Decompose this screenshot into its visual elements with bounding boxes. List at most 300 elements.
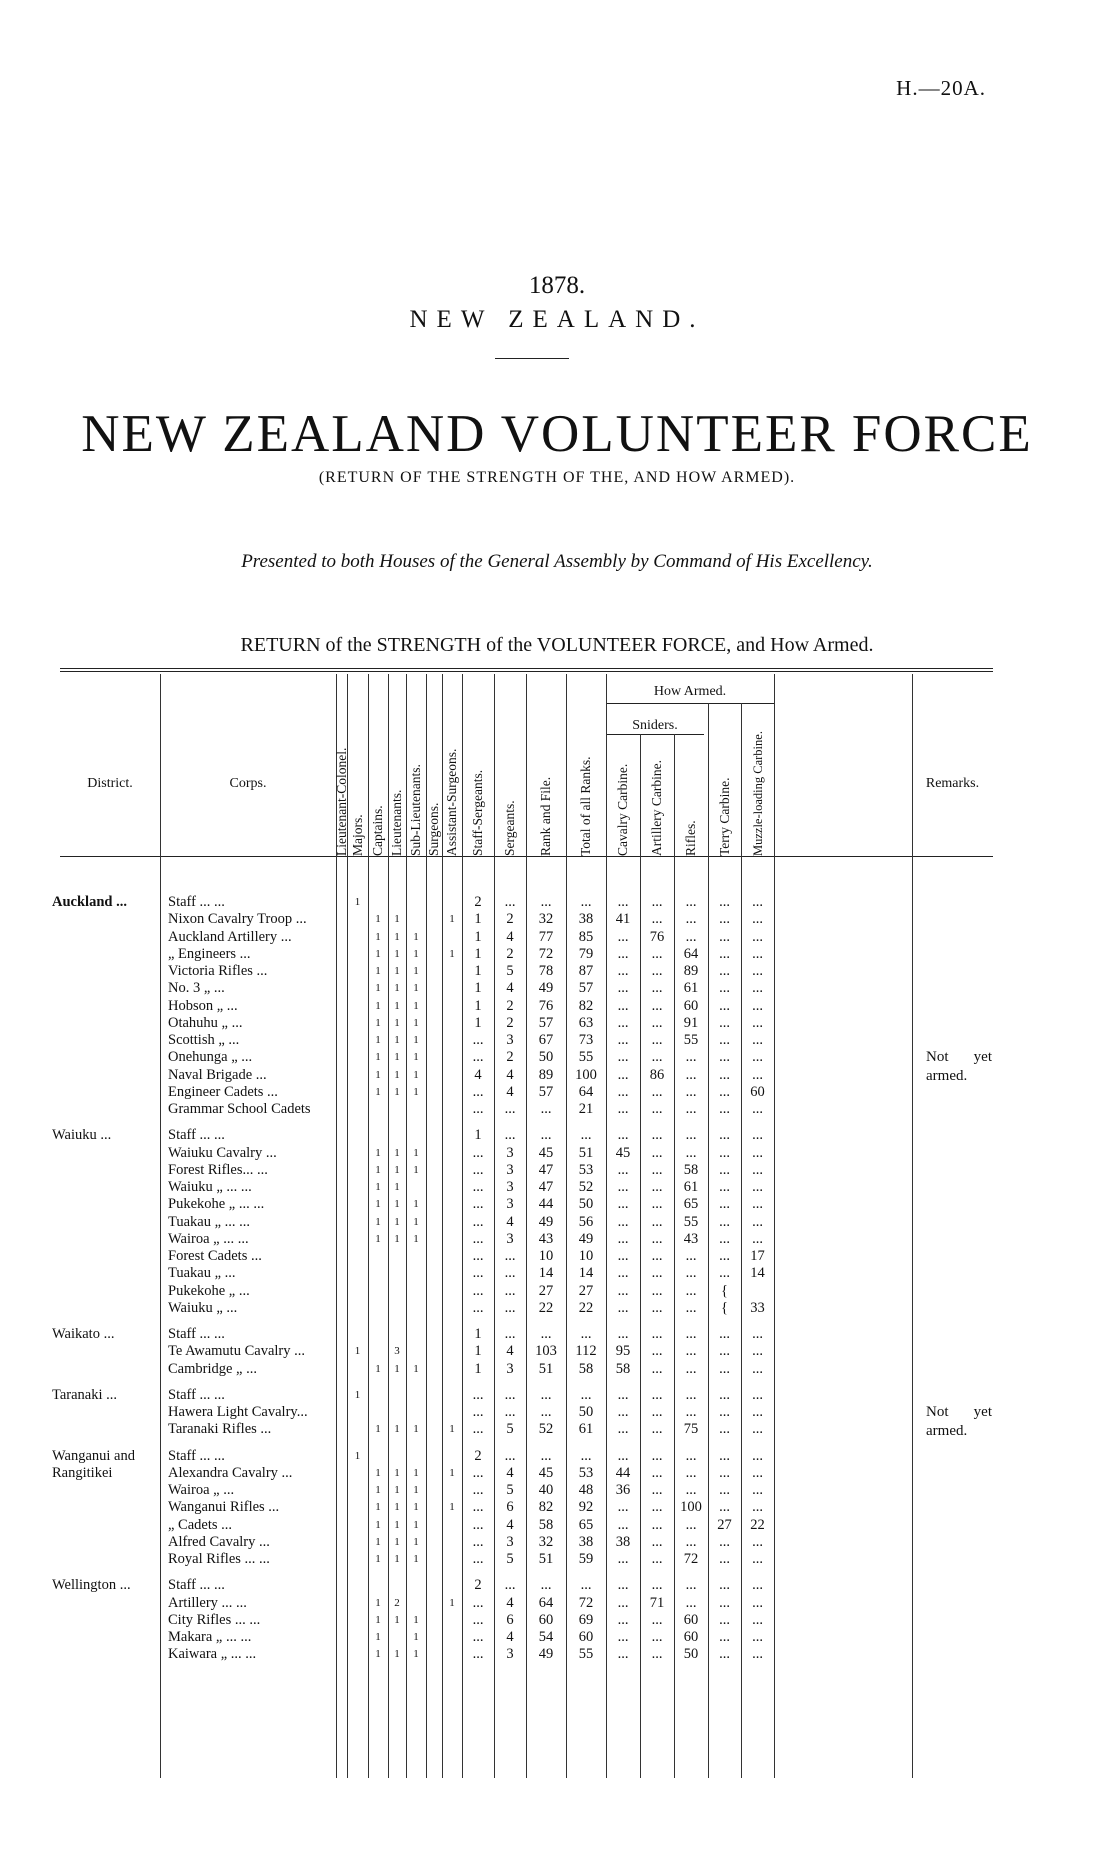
table-cell: 72 (683, 1551, 699, 1567)
table-cell: 60 (683, 1611, 699, 1628)
table-cell: ... (719, 1049, 730, 1066)
table-cell: 5 (506, 1482, 514, 1498)
table-cell: 1 (375, 1648, 381, 1661)
table-cell: ... (617, 1594, 629, 1611)
table-cell: 6 (506, 1499, 514, 1516)
table-cell: 1 (394, 1648, 400, 1661)
table-cell: ... (651, 1101, 663, 1117)
table-cell: ... (719, 1014, 730, 1031)
table-cell: 4 (506, 1213, 514, 1230)
table-cell: 75 (683, 1421, 699, 1438)
table-cell: ... (719, 1032, 730, 1048)
table-cell: 4 (506, 1629, 514, 1645)
table-cell: ... (504, 1248, 516, 1264)
table-cell: 1 (375, 1362, 381, 1375)
table-cell: ... (617, 1421, 629, 1438)
table-cell: 1 (375, 947, 381, 960)
table-cell: 1 (394, 1034, 400, 1046)
table-cell: ... (685, 1066, 697, 1083)
table-cell: 100 (575, 1066, 597, 1083)
table-cell: 1 (394, 1613, 400, 1626)
table-cell: 1 (413, 1501, 419, 1514)
table-cell: 87 (578, 963, 594, 979)
table-cell: ... (472, 1083, 484, 1100)
table-cell: ... (651, 1516, 663, 1533)
table-cell: 1 (413, 1163, 419, 1176)
table-cell: 2 (506, 1049, 514, 1066)
table-cell: ... (617, 1516, 629, 1533)
table-cell: ... (617, 1282, 629, 1299)
table-cell: ... (651, 1533, 663, 1550)
table-cell: ... (580, 1447, 592, 1464)
table-cell: 59 (578, 1551, 594, 1567)
table-cell: 51 (538, 1360, 554, 1377)
table-cell: ... (651, 1230, 663, 1247)
remarks-note: Not yet armed. (926, 1049, 992, 1085)
table-cell: ... (719, 1101, 730, 1117)
table-cell: ... (617, 1213, 629, 1230)
corps-cell: Staff ... ... (168, 1127, 225, 1144)
table-cell: 2 (474, 1447, 482, 1464)
table-cell: 1 (413, 1613, 419, 1626)
table-cell: ... (651, 1179, 663, 1195)
table-cell: 61 (683, 1179, 699, 1195)
table-cell: 5 (506, 963, 514, 979)
table-cell: 1 (413, 1535, 419, 1548)
table-cell: 1 (474, 963, 482, 979)
table-cell: 1 (375, 965, 381, 977)
table-cell: 53 (578, 1161, 594, 1178)
table-cell: 65 (578, 1516, 594, 1533)
table-cell: ... (472, 1049, 484, 1066)
table-cell: ... (685, 1282, 697, 1299)
table-cell: ... (719, 945, 730, 962)
corps-cell: Naval Brigade ... (168, 1066, 267, 1083)
table-cell: 58 (538, 1516, 554, 1533)
table-cell: ... (685, 1248, 697, 1264)
table-cell: 82 (578, 997, 594, 1014)
table-cell: 57 (578, 980, 594, 997)
table-cell: ... (752, 1343, 763, 1360)
table-cell: 92 (578, 1499, 594, 1516)
table-cell: 1 (394, 1501, 400, 1514)
table-cell: ... (617, 1404, 629, 1420)
table-cell: 45 (615, 1144, 631, 1161)
table-cell: ... (651, 963, 663, 979)
table-cell: ... (504, 1326, 516, 1342)
table-cell: 1 (413, 1034, 419, 1046)
table-cell: ... (472, 1179, 484, 1195)
corps-cell: Waiuku „ ... ... (168, 1179, 252, 1195)
table-cell: 4 (506, 1464, 514, 1481)
table-cell: 50 (578, 1404, 594, 1420)
table-cell: ... (752, 1014, 763, 1031)
table-cell: ... (540, 1127, 552, 1144)
table-cell: 1 (474, 1326, 482, 1342)
table-cell: 1 (413, 1648, 419, 1661)
column-header: Sergeants. (502, 800, 517, 856)
table-cell: ... (752, 1464, 763, 1481)
sniders-header: Sniders. (632, 718, 678, 733)
table-cell: 53 (578, 1464, 594, 1481)
corps-cell: Staff ... ... (168, 1326, 225, 1342)
table-cell: ... (651, 1611, 663, 1628)
table-cell: 1 (413, 1518, 419, 1531)
district-cell: Wanganui and (52, 1447, 135, 1464)
table-cell: 112 (575, 1343, 597, 1360)
table-cell: ... (752, 1482, 763, 1498)
table-cell: ... (472, 1101, 484, 1117)
table-cell: 1 (394, 1484, 400, 1496)
table-cell: ... (472, 1646, 484, 1663)
table-cell: 1 (474, 1127, 482, 1144)
corps-cell: Taranaki Rifles ... (168, 1421, 272, 1438)
table-cell: ... (685, 1127, 697, 1144)
column-header: Terry Carbine. (716, 777, 732, 856)
table-cell: ... (719, 911, 730, 928)
table-cell: ... (472, 1282, 484, 1299)
table-cell: ... (617, 1499, 629, 1516)
table-cell: 54 (538, 1629, 554, 1645)
table-cell: ... (504, 1386, 516, 1403)
table-cell: ... (472, 1629, 484, 1645)
table-cell: ... (752, 1179, 763, 1195)
column-header: Rank and File. (538, 776, 553, 856)
table-cell: 1 (474, 945, 482, 962)
table-cell: 103 (535, 1343, 557, 1360)
corps-cell: Staff ... ... (168, 1447, 225, 1464)
table-cell: 1 (413, 1198, 419, 1211)
table-cell: 14 (578, 1265, 594, 1282)
table-cell: 1 (449, 1596, 455, 1609)
table-cell: ... (752, 1101, 763, 1117)
table-cell: 1 (375, 1518, 381, 1531)
table-cell: 44 (615, 1464, 631, 1481)
table-cell: 2 (506, 997, 514, 1014)
column-header: Sub-Lieutenants. (408, 764, 423, 856)
table-cell: 1 (394, 1016, 400, 1029)
table-cell: ... (472, 1464, 484, 1481)
table-cell: ... (651, 1144, 663, 1161)
table-cell: 2 (474, 1577, 482, 1594)
table-cell: ... (752, 1594, 763, 1611)
how-armed-rule (606, 703, 774, 704)
table-cell: 64 (578, 1083, 594, 1100)
table-cell: ... (719, 1360, 730, 1377)
table-cell: ... (719, 1265, 730, 1282)
table-cell: ... (472, 1161, 484, 1178)
table-cell: ... (752, 1127, 763, 1144)
table-cell: ... (651, 894, 663, 910)
corps-cell: Alfred Cavalry ... (168, 1533, 270, 1550)
table-cell: 1 (394, 1553, 400, 1565)
table-cell: ... (752, 1404, 763, 1420)
table-cell: ... (752, 1144, 763, 1161)
table-cell: ... (617, 894, 629, 910)
table-cell: 10 (538, 1248, 554, 1264)
district-cell: Auckland ... (52, 894, 127, 910)
table-cell: ... (617, 1230, 629, 1247)
corps-cell: Victoria Rifles ... (168, 963, 268, 979)
table-cell: ... (617, 1551, 629, 1567)
table-cell: ... (540, 1447, 552, 1464)
corps-cell: Alexandra Cavalry ... (168, 1464, 293, 1481)
table-cell: ... (719, 1066, 730, 1083)
table-cell: 64 (538, 1594, 554, 1611)
table-cell: 89 (683, 963, 699, 979)
remarks-header: Remarks. (925, 776, 980, 791)
corps-cell: „ Cadets ... (168, 1516, 233, 1533)
table-cell: 38 (578, 911, 594, 928)
table-cell: 2 (506, 911, 514, 928)
table-cell: 1 (375, 1215, 381, 1228)
table-cell: ... (685, 1482, 697, 1498)
table-cell: 43 (683, 1230, 699, 1247)
table-cell: ... (752, 911, 763, 928)
table-cell: 1 (394, 1423, 400, 1436)
table-cell: 32 (538, 1533, 554, 1550)
table-cell: ... (719, 1629, 730, 1645)
table-cell: ... (617, 928, 629, 945)
table-cell: ... (719, 1594, 730, 1611)
table-cell: 69 (578, 1611, 594, 1628)
table-cell: 1 (413, 1085, 419, 1098)
table-cell: 49 (578, 1230, 594, 1247)
table-cell: 78 (538, 963, 554, 979)
table-cell: 63 (578, 1014, 594, 1031)
table-cell: 1 (394, 1051, 400, 1064)
table-cell: 65 (683, 1196, 699, 1213)
table-cell: 49 (538, 980, 554, 997)
table-cell: 58 (683, 1161, 699, 1178)
table-cell: ... (617, 1326, 629, 1342)
table-cell: 1 (413, 1068, 419, 1081)
table-cell: 1 (413, 1362, 419, 1375)
table-cell: ... (504, 1282, 516, 1299)
table-cell: ... (540, 1386, 552, 1403)
table-cell: { (721, 1299, 728, 1316)
table-cell: ... (719, 1196, 730, 1213)
table-cell: 1 (413, 982, 419, 995)
column-header: Majors. (349, 814, 365, 856)
table-cell: ... (752, 1551, 763, 1567)
district-cell: Taranaki ... (52, 1386, 118, 1403)
table-cell: ... (719, 1482, 730, 1498)
table-cell: ... (752, 1049, 763, 1066)
column-rule (774, 674, 775, 1778)
table-cell: ... (651, 1499, 663, 1516)
corps-cell: Tuakau „ ... (168, 1265, 236, 1282)
table-top-rule (60, 668, 993, 669)
table-cell: 51 (538, 1551, 554, 1567)
corps-cell: Forest Rifles... ... (168, 1161, 268, 1178)
table-cell: 55 (578, 1646, 594, 1663)
table-cell: 50 (683, 1646, 699, 1663)
table-cell: ... (685, 1049, 697, 1066)
table-cell: ... (617, 1101, 629, 1117)
column-rule (912, 674, 913, 1778)
table-cell: 1 (449, 1423, 455, 1436)
corps-cell: Kaiwara „ ... ... (168, 1646, 257, 1663)
table-cell: ... (617, 1127, 629, 1144)
column-header: Lieutenants. (389, 789, 404, 856)
table-cell: ... (752, 963, 763, 979)
column-header: Cavalry Carbine. (615, 763, 630, 856)
table-cell: ... (651, 1464, 663, 1481)
table-cell: ... (719, 1386, 730, 1403)
table-cell: 47 (538, 1179, 554, 1195)
table-cell: ... (651, 1213, 663, 1230)
table-cell: ... (719, 1248, 730, 1264)
table-cell: 67 (538, 1032, 554, 1048)
table-cell: 1 (375, 1034, 381, 1046)
table-cell: ... (719, 1464, 730, 1481)
table-cell: 55 (683, 1213, 699, 1230)
table-cell: ... (651, 1421, 663, 1438)
table-cell: ... (504, 1299, 516, 1316)
table-cell: 1 (394, 1181, 400, 1193)
table-cell: 1 (375, 1613, 381, 1626)
table-cell: ... (752, 928, 763, 945)
table-cell: 60 (538, 1611, 554, 1628)
table-cell: 61 (578, 1421, 594, 1438)
table-cell: ... (651, 1014, 663, 1031)
table-cell: 22 (578, 1299, 594, 1316)
table-cell: 51 (578, 1144, 594, 1161)
table-cell: ... (752, 1577, 763, 1594)
corps-cell: No. 3 „ ... (168, 980, 225, 997)
corps-cell: Staff ... ... (168, 894, 225, 910)
table-cell: 1 (394, 982, 400, 995)
table-cell: 1 (394, 930, 400, 943)
table-cell: ... (752, 1360, 763, 1377)
table-cell: ... (752, 980, 763, 997)
table-cell: 3 (506, 1161, 514, 1178)
column-header: Surgeons. (426, 802, 441, 856)
table-cell: 3 (506, 1360, 514, 1377)
corps-cell: Artillery ... ... (168, 1594, 247, 1611)
table-cell: 85 (578, 928, 594, 945)
corps-cell: Hawera Light Cavalry... (168, 1404, 308, 1420)
table-cell: ... (719, 1577, 730, 1594)
table-cell: ... (651, 1360, 663, 1377)
table-cell: ... (752, 1629, 763, 1645)
table-cell: ... (472, 1551, 484, 1567)
table-cell: 1 (375, 1596, 381, 1609)
table-cell: ... (504, 894, 516, 910)
table-cell: 1 (413, 1215, 419, 1228)
corps-cell: Auckland Artillery ... (168, 928, 292, 945)
district-cell: Waikato ... (52, 1326, 115, 1342)
table-cell: 1 (413, 1466, 419, 1479)
how-armed-header: How Armed. (653, 684, 727, 699)
column-header: Total of all Ranks. (578, 756, 593, 856)
table-cell: ... (685, 1533, 697, 1550)
table-cell: ... (617, 1386, 629, 1403)
table-cell: ... (617, 1447, 629, 1464)
table-cell: ... (540, 1101, 552, 1117)
table-cell: 1 (394, 1085, 400, 1098)
table-cell: 1 (449, 947, 455, 960)
table-cell: ... (651, 1629, 663, 1645)
table-cell: 64 (683, 945, 699, 962)
table-cell: ... (719, 894, 730, 910)
corps-cell: Nixon Cavalry Troop ... (168, 911, 307, 928)
table-cell: ... (685, 911, 697, 928)
table-cell: 1 (375, 1051, 381, 1064)
table-cell: ... (580, 1326, 592, 1342)
table-cell: 57 (538, 1083, 554, 1100)
table-cell: 1 (474, 1014, 482, 1031)
table-cell: ... (752, 1213, 763, 1230)
table-cell: ... (685, 1101, 697, 1117)
table-cell: 1 (449, 913, 455, 926)
table-cell: 76 (649, 928, 665, 945)
table-cell: ... (651, 997, 663, 1014)
table-cell: ... (752, 1533, 763, 1550)
page-title: NEW ZEALAND VOLUNTEER FORCE (81, 405, 1033, 463)
table-cell: ... (752, 997, 763, 1014)
table-cell: ... (651, 1161, 663, 1178)
table-cell: ... (752, 1421, 763, 1438)
table-cell: 4 (506, 928, 514, 945)
district-cell: Rangitikei (52, 1464, 113, 1481)
table-cell: 4 (506, 980, 514, 997)
table-cell: ... (472, 1611, 484, 1628)
table-cell: 60 (683, 1629, 699, 1645)
table-cell: ... (617, 1083, 629, 1100)
table-title: RETURN of the STRENGTH of the VOLUNTEER FORCE, and How Armed. (240, 634, 874, 656)
table-cell: ... (580, 894, 592, 910)
table-cell: 1 (413, 1016, 419, 1029)
table-cell: ... (651, 1032, 663, 1048)
table-cell: 60 (578, 1629, 594, 1645)
table-cell: 3 (506, 1032, 514, 1048)
table-cell: 14 (538, 1265, 554, 1282)
table-cell: 33 (750, 1299, 765, 1316)
table-cell: 27 (578, 1282, 594, 1299)
table-cell: 55 (683, 1032, 699, 1048)
table-cell: 17 (750, 1248, 765, 1264)
table-cell: 4 (474, 1066, 482, 1083)
table-cell: 1 (375, 1198, 381, 1211)
table-cell: ... (540, 1404, 552, 1420)
table-cell: ... (752, 1066, 763, 1083)
table-cell: 1 (474, 928, 482, 945)
corps-cell: Wairoa „ ... (168, 1482, 235, 1498)
column-header: Lieutenant-Colonel. (333, 747, 349, 856)
table-cell: ... (651, 1083, 663, 1100)
table-cell: ... (719, 1144, 730, 1161)
table-cell: 49 (538, 1213, 554, 1230)
corps-cell: „ Engineers ... (168, 945, 251, 962)
table-cell: ... (472, 1299, 484, 1316)
corps-cell: Grammar School Cadets (168, 1101, 311, 1117)
table-cell: ... (719, 1213, 730, 1230)
presented-line: Presented to both Houses of the General Assembly by Command of His Excellency. (241, 551, 873, 572)
table-cell: 4 (506, 1066, 514, 1083)
table-cell: 1 (354, 1345, 361, 1358)
corps-cell: Royal Rifles ... ... (168, 1551, 270, 1567)
table-cell: 2 (394, 1596, 400, 1609)
table-cell: 1 (375, 1146, 381, 1159)
table-cell: 1 (375, 1553, 381, 1565)
table-cell: ... (685, 1144, 697, 1161)
table-cell: ... (651, 1265, 663, 1282)
table-cell: 4 (506, 1083, 514, 1100)
table-cell: 72 (538, 945, 554, 962)
table-cell: 1 (354, 896, 361, 908)
